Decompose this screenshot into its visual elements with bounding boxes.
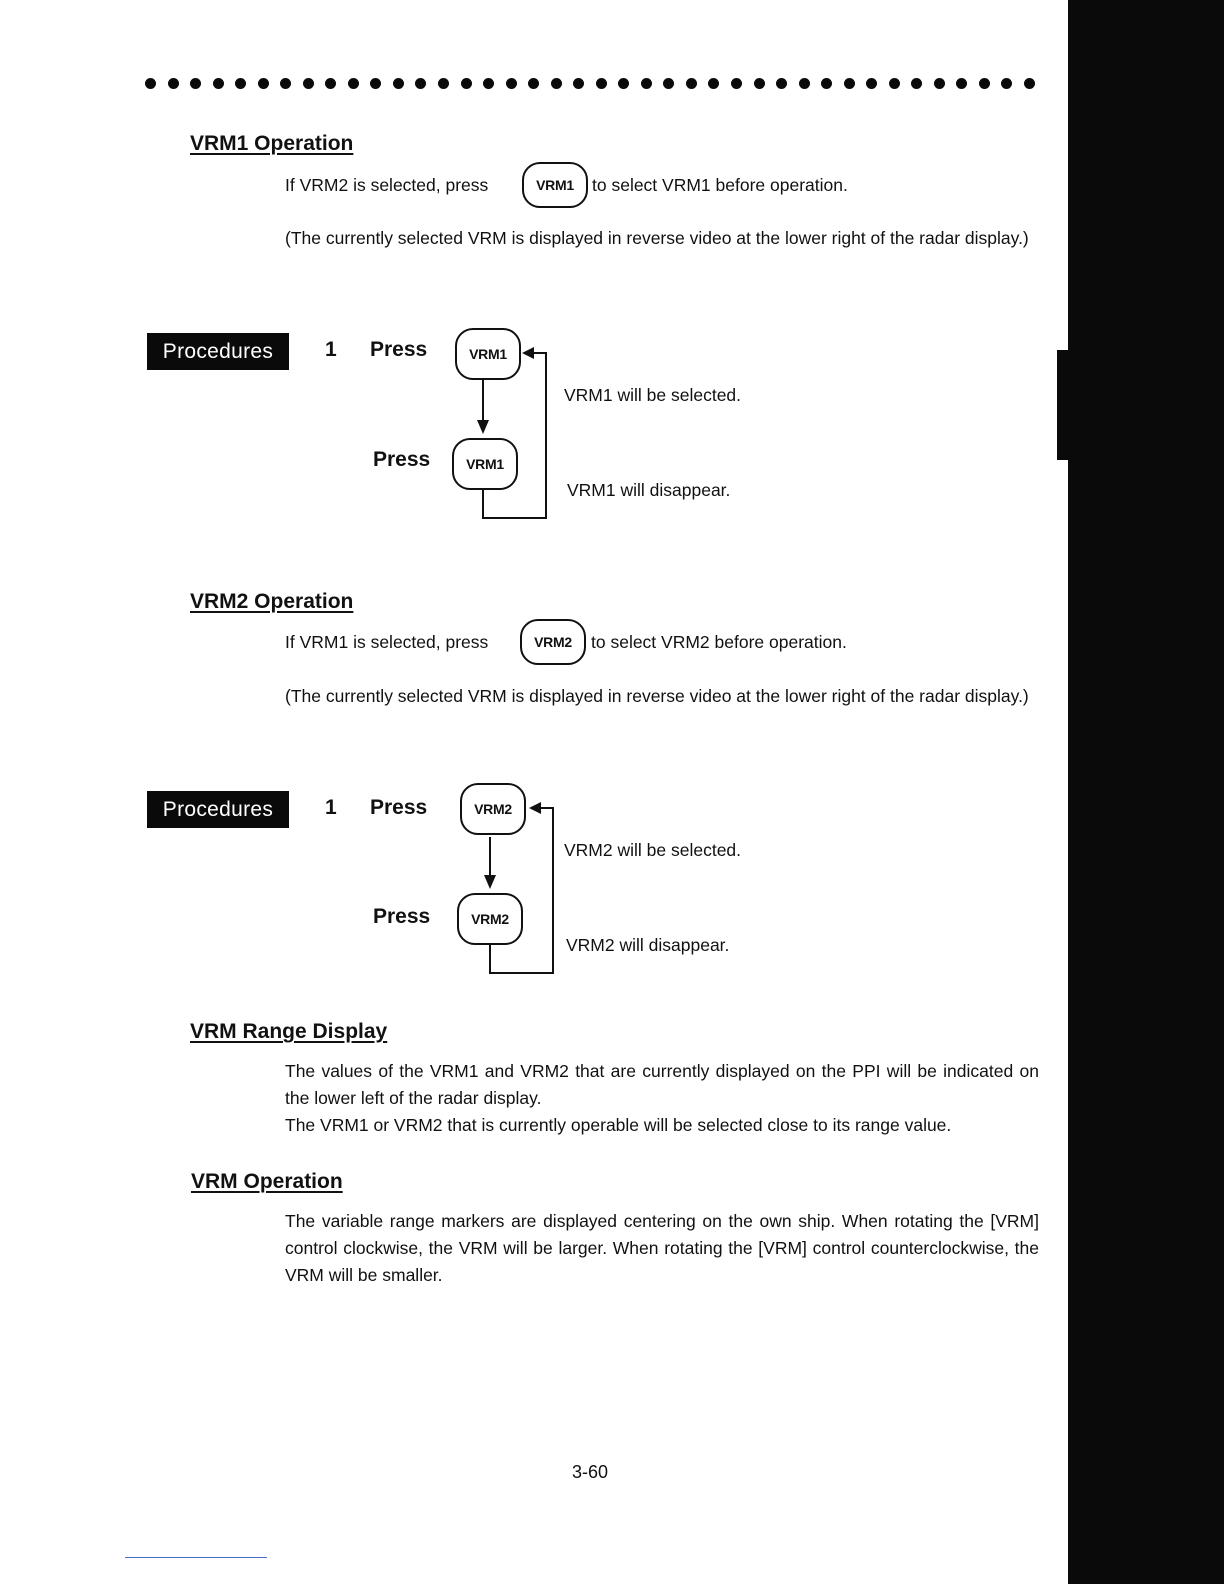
vrm1-key-icon: VRM1: [452, 438, 518, 490]
vrm1-key-icon: VRM1: [522, 162, 588, 208]
header-dot: [213, 78, 224, 89]
header-dot: [596, 78, 607, 89]
header-dot: [461, 78, 472, 89]
header-dot: [303, 78, 314, 89]
header-dot: [889, 78, 900, 89]
vrm-operation-para: The variable range markers are displayed centering on the own ship. When rotating the [VRM] control clockwise, the VRM will be larger. When rotating the [VRM] control counterclockwise, the VRM will be smaller.: [285, 1211, 1039, 1285]
page-edge-gap: [1056, 0, 1068, 1584]
header-dot: [821, 78, 832, 89]
header-dot: [370, 78, 381, 89]
header-dot: [506, 78, 517, 89]
page-number: 3-60: [571, 1462, 609, 1482]
header-dot: [168, 78, 179, 89]
header-dot: [934, 78, 945, 89]
vrm2-key-icon: VRM2: [520, 619, 586, 665]
header-dot: [573, 78, 584, 89]
header-dot: [911, 78, 922, 89]
header-dot: [438, 78, 449, 89]
header-dot: [731, 78, 742, 89]
header-dot: [528, 78, 539, 89]
header-dot: [663, 78, 674, 89]
header-dot: [866, 78, 877, 89]
vrm1-selected-result: VRM1 will be selected.: [564, 385, 742, 405]
press-label: Press: [370, 338, 428, 361]
header-dot: [258, 78, 269, 89]
vrm2-selected-result: VRM2 will be selected.: [564, 840, 742, 860]
press-label: Press: [373, 448, 431, 471]
vrm1-note: (The currently selected VRM is displayed in reverse video at the lower right of the radar display.): [285, 228, 1029, 248]
header-dot: [776, 78, 787, 89]
header-dot: [325, 78, 336, 89]
range-display-para2: The VRM1 or VRM2 that is currently operable will be selected close to its range value.: [285, 1115, 952, 1135]
header-dot: [799, 78, 810, 89]
header-dot: [1001, 78, 1012, 89]
dotted-header-rule: [145, 73, 1035, 93]
vrm1-disappear-result: VRM1 will disappear.: [567, 480, 731, 500]
vrm2-intro-after: to select VRM2 before operation.: [591, 632, 847, 652]
press-label: Press: [370, 796, 428, 819]
vrm2-key-icon: VRM2: [460, 783, 526, 835]
header-dot: [190, 78, 201, 89]
vrm2-intro-before: If VRM1 is selected, press: [285, 632, 489, 652]
header-dot: [483, 78, 494, 89]
vrm1-toggle-flow-arrows: [470, 340, 560, 525]
header-dot: [956, 78, 967, 89]
header-dot: [1024, 78, 1035, 89]
vrm2-disappear-result: VRM2 will disappear.: [566, 935, 730, 955]
page-edge-band: [1068, 0, 1224, 1584]
header-dot: [618, 78, 629, 89]
header-dot: [280, 78, 291, 89]
vrm-operation-heading: VRM Operation: [191, 1170, 343, 1193]
press-label: Press: [373, 905, 431, 928]
header-dot: [145, 78, 156, 89]
vrm2-note: (The currently selected VRM is displayed in reverse video at the lower right of the radar display.): [285, 686, 1029, 706]
header-dot: [641, 78, 652, 89]
header-dot: [979, 78, 990, 89]
range-display-para1: The values of the VRM1 and VRM2 that are currently displayed on the PPI will be indicated on the lower left of the radar display.: [285, 1061, 1039, 1108]
header-dot: [844, 78, 855, 89]
section-tab-marker: [1057, 350, 1069, 460]
vrm2-key-icon: VRM2: [457, 893, 523, 945]
procedures-label: Procedures: [147, 333, 289, 370]
header-dot: [348, 78, 359, 89]
header-dot: [686, 78, 697, 89]
header-dot: [235, 78, 246, 89]
header-dot: [393, 78, 404, 89]
header-dot: [754, 78, 765, 89]
vrm1-intro-after: to select VRM1 before operation.: [592, 175, 848, 195]
vrm2-heading: VRM2 Operation: [190, 590, 354, 613]
footer-rule: [125, 1557, 267, 1558]
vrm2-toggle-flow-arrows: [477, 795, 567, 980]
header-dot: [551, 78, 562, 89]
procedures-label: Procedures: [147, 791, 289, 828]
vrm1-heading: VRM1 Operation: [190, 132, 354, 155]
header-dot: [708, 78, 719, 89]
vrm1-key-icon: VRM1: [455, 328, 521, 380]
range-display-heading: VRM Range Display: [190, 1020, 388, 1043]
step-number: 1: [325, 796, 337, 819]
step-number: 1: [325, 338, 337, 361]
header-dot: [415, 78, 426, 89]
vrm1-intro-before: If VRM2 is selected, press: [285, 175, 489, 195]
